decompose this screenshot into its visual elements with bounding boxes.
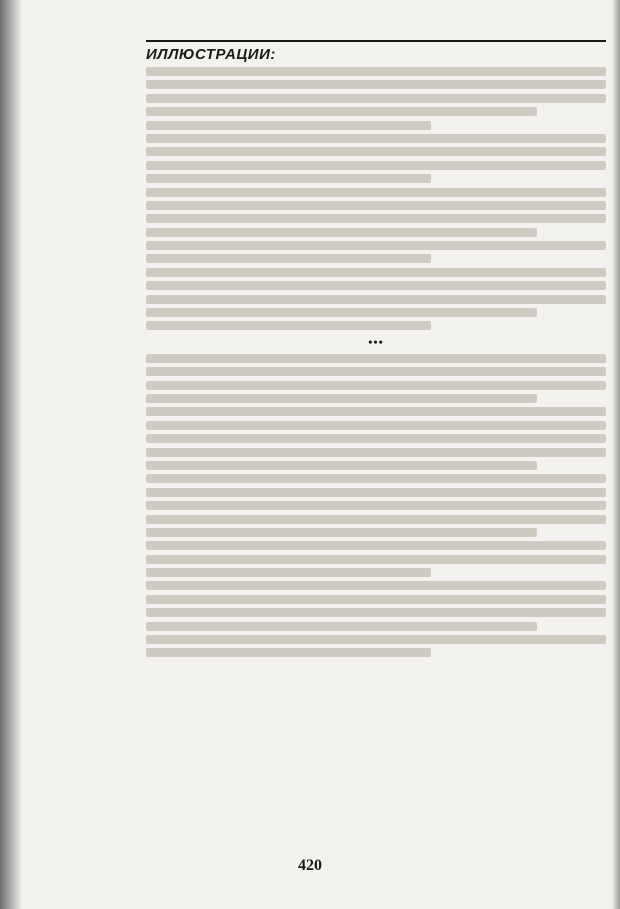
text-line-placeholder — [146, 622, 537, 631]
text-line-placeholder — [146, 407, 606, 416]
text-line-placeholder — [146, 281, 606, 290]
text-line-placeholder — [146, 121, 431, 130]
text-line-placeholder — [146, 501, 606, 510]
text-before-separator — [146, 67, 606, 330]
scan-edge-shadow — [612, 0, 620, 909]
text-line-placeholder — [146, 648, 431, 657]
text-line-placeholder — [146, 474, 606, 483]
text-line-placeholder — [146, 321, 431, 330]
page-number: 420 — [298, 857, 322, 874]
text-line-placeholder — [146, 448, 606, 457]
text-line-placeholder — [146, 595, 606, 604]
paragraph-block-6 — [146, 581, 606, 657]
section-separator: ••• — [368, 334, 384, 349]
paragraph-block-4 — [146, 268, 606, 331]
text-line-placeholder — [146, 394, 537, 403]
text-line-placeholder — [146, 608, 606, 617]
text-line-placeholder — [146, 568, 431, 577]
header-rule — [146, 40, 606, 42]
text-line-placeholder — [146, 354, 606, 363]
text-line-placeholder — [146, 434, 606, 443]
text-line-placeholder — [146, 147, 606, 156]
text-line-placeholder — [146, 528, 537, 537]
text-line-placeholder — [146, 581, 606, 590]
text-line-placeholder — [146, 228, 537, 237]
scan-binding-shadow — [0, 0, 22, 909]
book-page — [146, 40, 606, 662]
text-line-placeholder — [146, 80, 606, 89]
text-line-placeholder — [146, 161, 606, 170]
text-line-placeholder — [146, 94, 606, 103]
text-line-placeholder — [146, 461, 537, 470]
text-line-placeholder — [146, 555, 606, 564]
text-line-placeholder — [146, 188, 606, 197]
text-line-placeholder — [146, 254, 431, 263]
paragraph-block-5 — [146, 354, 606, 577]
text-line-placeholder — [146, 107, 537, 116]
paragraph-block-3 — [146, 188, 606, 264]
text-line-placeholder — [146, 214, 606, 223]
text-line-placeholder — [146, 421, 606, 430]
text-line-placeholder — [146, 367, 606, 376]
text-line-placeholder — [146, 295, 606, 304]
text-line-placeholder — [146, 488, 606, 497]
text-line-placeholder — [146, 308, 537, 317]
text-line-placeholder — [146, 134, 606, 143]
text-line-placeholder — [146, 268, 606, 277]
section-heading: ИЛЛЮСТРАЦИИ: — [146, 46, 276, 63]
text-line-placeholder — [146, 241, 606, 250]
text-line-placeholder — [146, 174, 431, 183]
text-line-placeholder — [146, 541, 606, 550]
text-line-placeholder — [146, 201, 606, 210]
text-after-separator — [146, 354, 606, 658]
paragraph-block-2 — [146, 134, 606, 183]
paragraph-block-1 — [146, 67, 606, 130]
text-line-placeholder — [146, 635, 606, 644]
text-line-placeholder — [146, 67, 606, 76]
text-line-placeholder — [146, 381, 606, 390]
text-line-placeholder — [146, 515, 606, 524]
